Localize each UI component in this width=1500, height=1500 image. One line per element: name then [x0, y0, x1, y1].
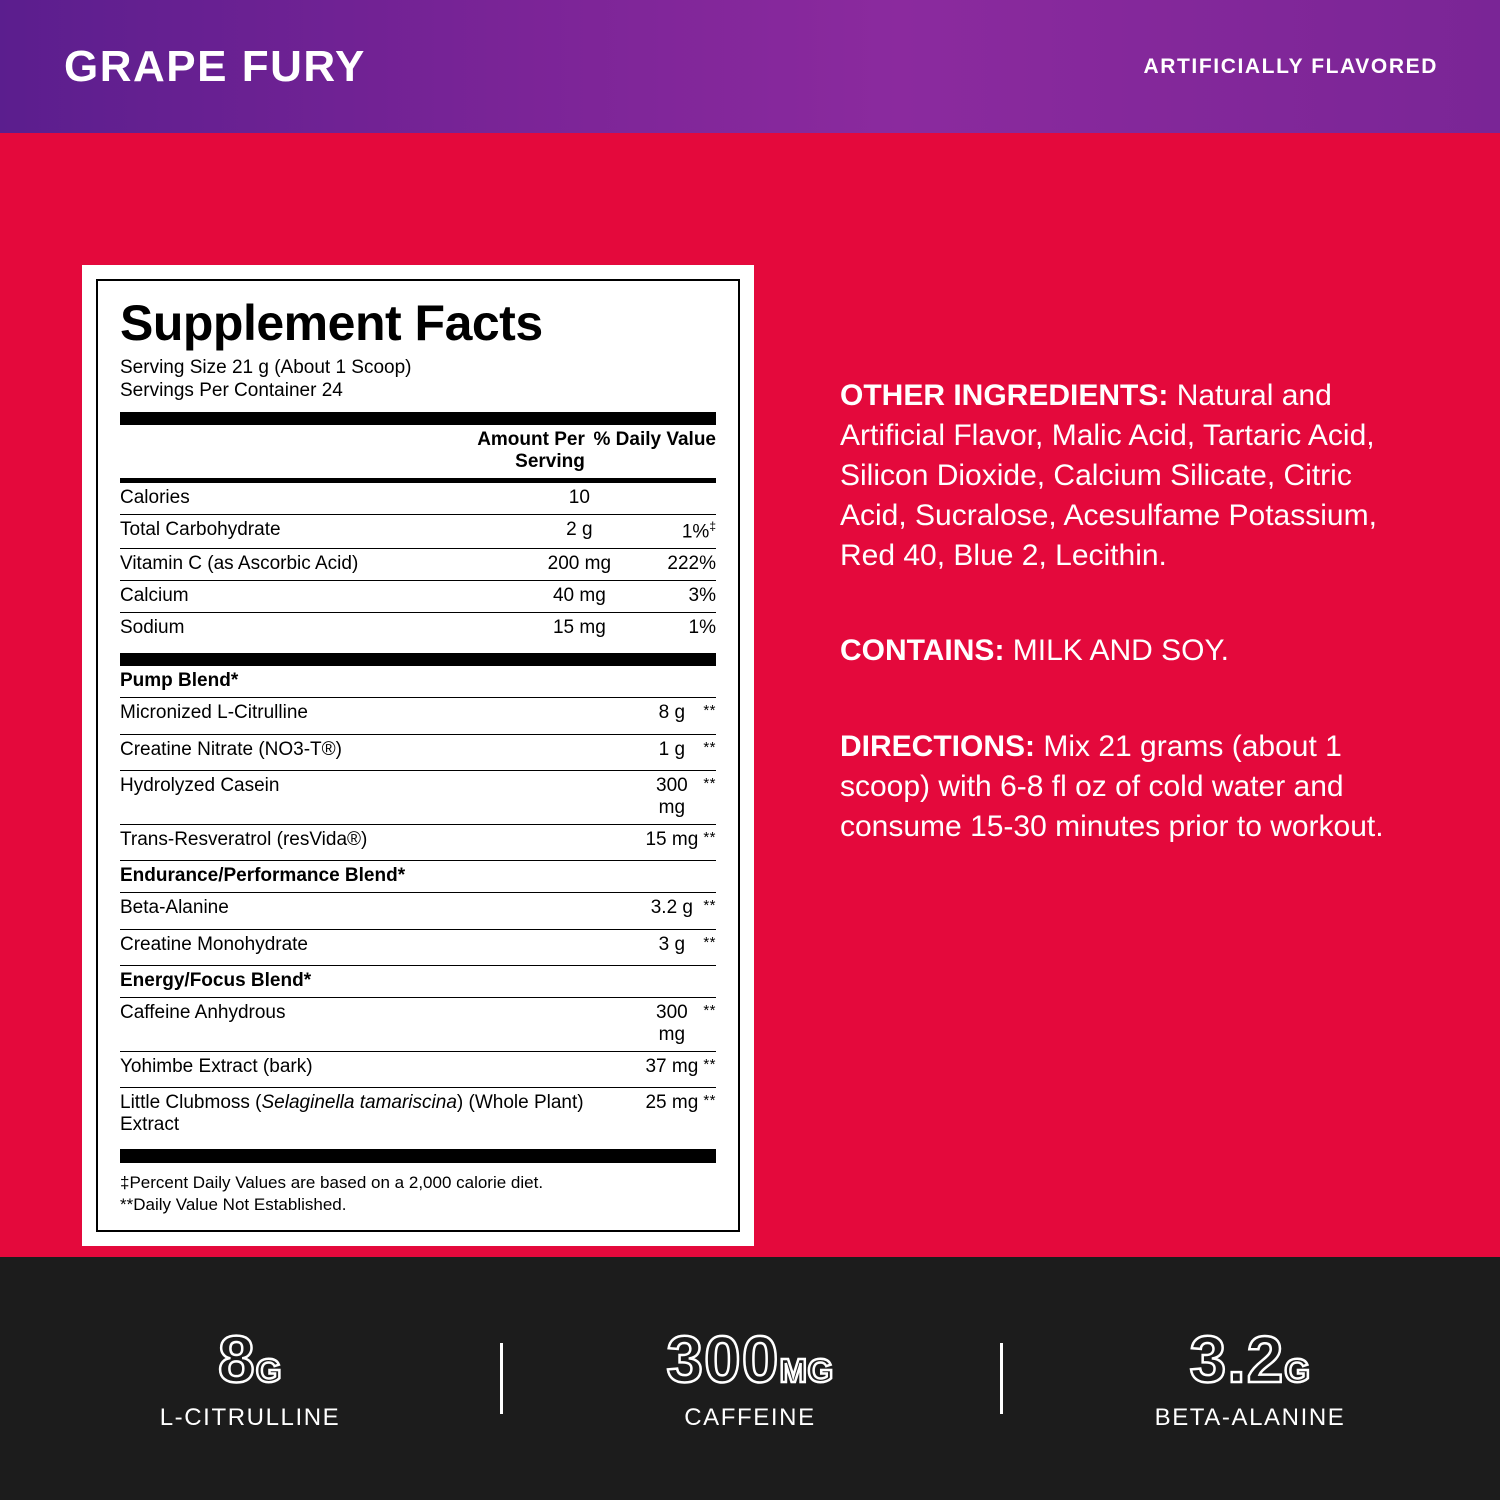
nutrient-name: Total Carbohydrate — [120, 515, 525, 549]
nutrient-amount: 2 g — [525, 515, 633, 549]
table-row — [120, 824, 716, 860]
ingredient-amount: 300 mg — [640, 770, 703, 824]
table-row — [120, 997, 716, 1051]
other-ingredients-text — [840, 376, 1420, 575]
nutrient-dv: 1% — [633, 613, 716, 645]
nutrient-amount: 200 mg — [525, 549, 633, 581]
ingredient-amount: 3 g — [640, 929, 703, 965]
blend-heading: Endurance/Performance Blend* — [120, 861, 716, 893]
ingredient-amount: 300 mg — [640, 997, 703, 1051]
divider-thick-top — [120, 412, 716, 425]
nutrient-amount: 15 mg — [525, 613, 633, 645]
ingredient-dv: ** — [703, 1088, 716, 1142]
supplement-facts-panel — [82, 265, 754, 1246]
table-row — [120, 483, 716, 515]
nutrient-name: Calories — [120, 487, 190, 508]
ingredient-dv: ** — [703, 824, 716, 860]
blends-table — [120, 666, 716, 1141]
supplement-facts-title: Supplement Facts — [120, 295, 543, 351]
ingredient-name: Caffeine Anhydrous — [120, 997, 640, 1051]
blend-heading: Pump Blend* — [120, 670, 239, 692]
directions-text — [840, 727, 1420, 847]
table-row — [120, 929, 716, 965]
header-blank — [120, 425, 406, 478]
nutrient-dv — [633, 483, 716, 515]
nutrient-dv: 222% — [633, 549, 716, 581]
directions-body: Mix 21 grams (about 1 scoop) with 6-8 fl oz of cold water and consume 15-30 minutes prior to workout. — [840, 730, 1384, 844]
divider-thick-bottom — [120, 1149, 716, 1163]
ingredient-dv: ** — [703, 997, 716, 1051]
stat-value: 300MG — [666, 1321, 834, 1396]
ingredient-amount: 15 mg — [640, 824, 703, 860]
ingredient-amount: 25 mg — [640, 1088, 703, 1142]
nutrient-dv: 1%‡ — [633, 515, 716, 549]
other-ingredients-block — [840, 376, 1420, 575]
ingredient-dv: ** — [703, 893, 716, 929]
ingredient-dv: ** — [703, 698, 716, 734]
directions-label: DIRECTIONS: — [840, 730, 1035, 764]
table-row — [120, 893, 716, 929]
stat-l-citrulline — [0, 1321, 500, 1432]
table-row — [120, 613, 716, 645]
ingredient-name: Micronized L-Citrulline — [120, 698, 640, 734]
nutrient-name: Vitamin C (as Ascorbic Acid) — [120, 549, 525, 581]
supplement-facts-inner — [96, 279, 740, 1232]
footnote-dv-not-established: **Daily Value Not Established. — [120, 1195, 347, 1215]
stat-value: 3.2G — [1189, 1321, 1311, 1396]
other-ingredients-body: Natural and Artificial Flavor, Malic Acid, Tartaric Acid, Silicon Dioxide, Calcium Silicate, Citric Acid, Sucralose, Acesulfame Potassium, Red 40, Blue 2, Lecithin. — [840, 379, 1377, 572]
ingredient-name: Creatine Nitrate (NO3-T®) — [120, 734, 640, 770]
ingredient-amount: 37 mg — [640, 1051, 703, 1087]
nutrient-amount: 40 mg — [525, 581, 633, 613]
header-daily-value: % Daily Value — [593, 429, 716, 450]
ingredient-name: Creatine Monohydrate — [120, 929, 640, 965]
stat-label: CAFFEINE — [684, 1404, 816, 1432]
table-row — [120, 770, 716, 824]
label-body — [0, 133, 1500, 1257]
nutrient-name: Calcium — [120, 581, 525, 613]
ingredient-dv: ** — [703, 1051, 716, 1087]
table-row — [120, 549, 716, 581]
divider-thick-middle — [120, 653, 716, 666]
ingredient-amount: 8 g — [640, 698, 703, 734]
table-row — [120, 1088, 716, 1142]
ingredient-name: Little Clubmoss (Selaginella tamariscina) (Whole Plant) Extract — [120, 1088, 640, 1142]
blend-heading-row — [120, 965, 716, 997]
footnote-daily-values: ‡Percent Daily Values are based on a 2,000 calorie diet. — [120, 1173, 544, 1193]
contains-text — [840, 631, 1420, 671]
table-header-row — [120, 425, 716, 478]
stat-beta-alanine — [1000, 1321, 1500, 1432]
ingredient-name: Yohimbe Extract (bark) — [120, 1051, 640, 1087]
blend-heading-row — [120, 666, 716, 698]
key-stats-bar — [0, 1257, 1500, 1500]
flavor-title: GRAPE FURY — [64, 41, 366, 91]
ingredient-name: Hydrolyzed Casein — [120, 770, 640, 824]
stat-label: BETA-ALANINE — [1154, 1404, 1346, 1432]
artificially-flavored-note: ARTIFICIALLY FLAVORED — [1143, 54, 1438, 78]
nutrient-name: Sodium — [120, 613, 525, 645]
table-row — [120, 581, 716, 613]
nutrient-amount: 10 — [568, 487, 590, 508]
blend-heading: Energy/Focus Blend* — [120, 965, 716, 997]
ingredient-amount: 3.2 g — [640, 893, 703, 929]
contains-block — [840, 631, 1420, 671]
nutrients-table — [120, 483, 716, 644]
table-row — [120, 1051, 716, 1087]
contains-label: CONTAINS: — [840, 634, 1005, 668]
nutrient-dv: 3% — [633, 581, 716, 613]
info-column — [840, 376, 1420, 881]
flavor-banner — [0, 0, 1500, 133]
stat-caffeine — [500, 1321, 1000, 1432]
other-ingredients-label: OTHER INGREDIENTS: — [840, 379, 1169, 412]
contains-body: MILK AND SOY. — [1004, 634, 1229, 668]
servings-per-container: Servings Per Container 24 — [120, 380, 343, 402]
ingredient-amount: 1 g — [640, 734, 703, 770]
ingredient-dv: ** — [703, 929, 716, 965]
header-amount: Amount Per Serving — [477, 429, 585, 472]
directions-block — [840, 727, 1420, 847]
stat-value: 8G — [218, 1321, 282, 1396]
serving-size: Serving Size 21 g (About 1 Scoop) — [120, 356, 412, 378]
table-row — [120, 734, 716, 770]
table-row — [120, 515, 716, 549]
blend-heading-row — [120, 861, 716, 893]
ingredient-dv: ** — [703, 770, 716, 824]
stat-label: L-CITRULLINE — [159, 1404, 341, 1432]
ingredient-dv: ** — [703, 734, 716, 770]
ingredient-name: Trans-Resveratrol (resVida®) — [120, 824, 640, 860]
nutrition-table — [120, 425, 716, 478]
ingredient-name: Beta-Alanine — [120, 893, 640, 929]
table-row — [120, 698, 716, 734]
